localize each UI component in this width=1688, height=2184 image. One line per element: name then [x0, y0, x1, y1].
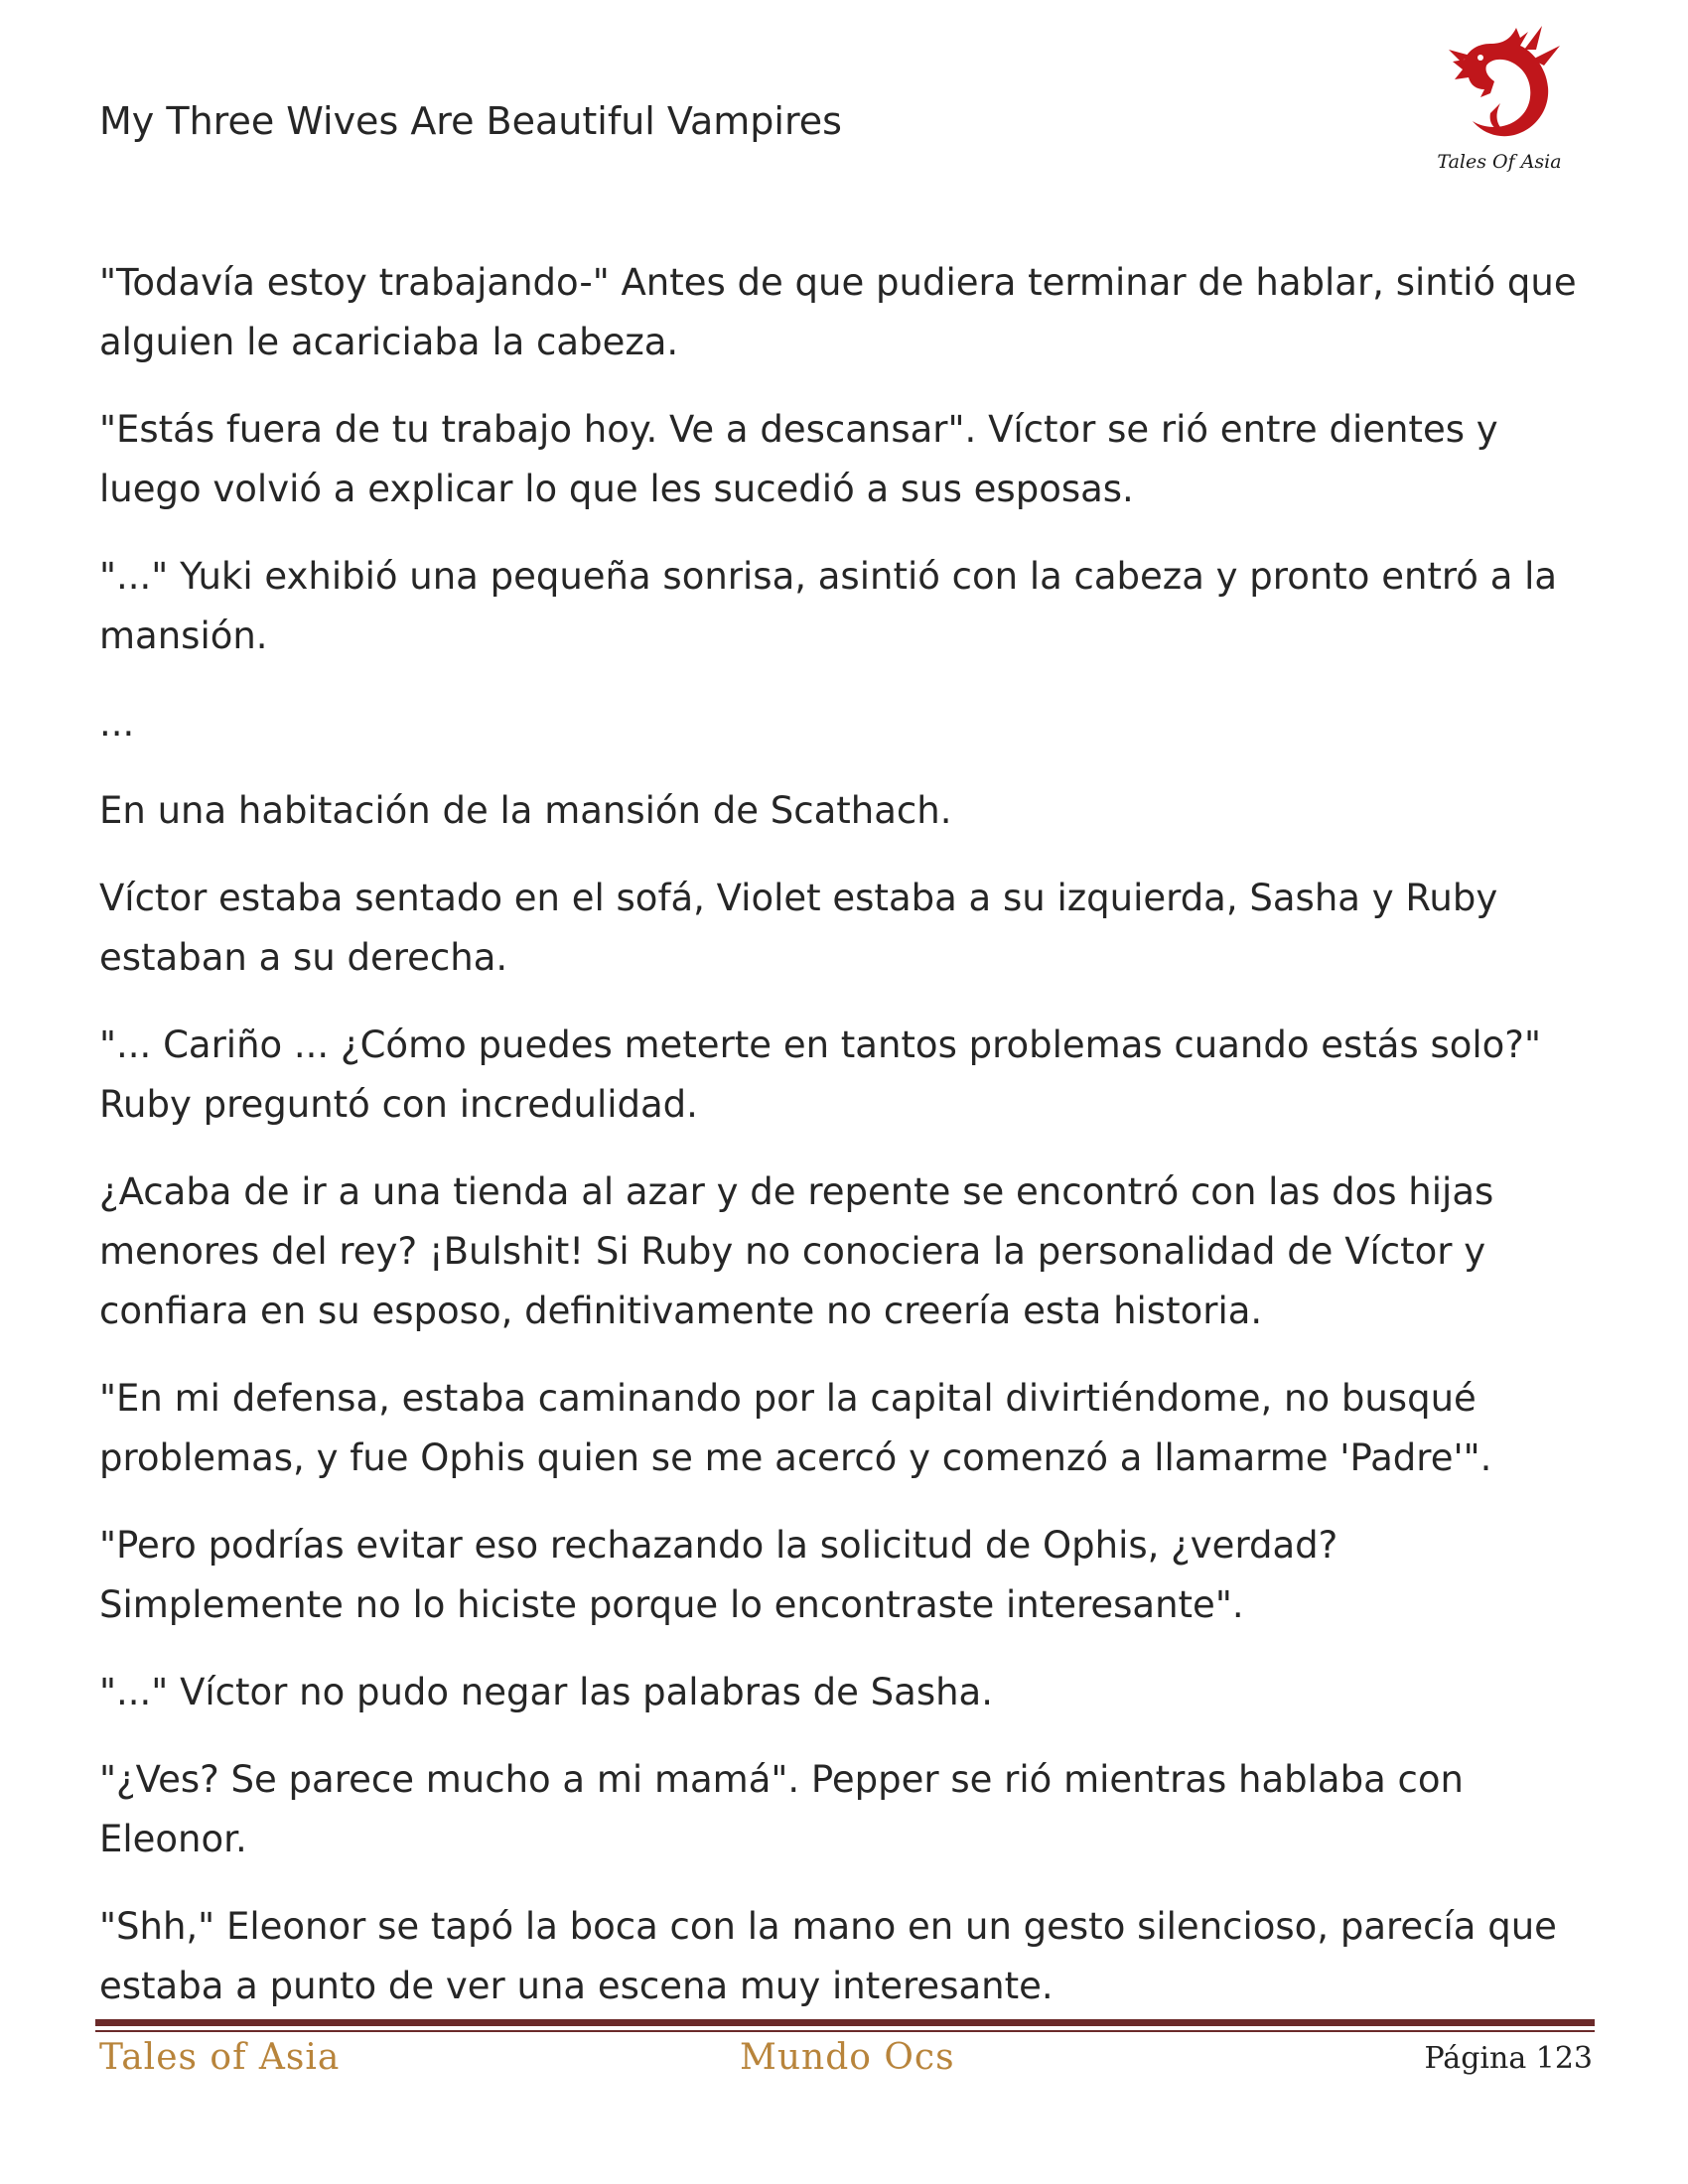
paragraph: "Todavía estoy trabajando-" Antes de que pudiera terminar de hablar, sintió que alguien le acariciaba la cabeza. [99, 261, 1577, 363]
footer-rule-thin [95, 2030, 1595, 2032]
paragraph: "¿Ves? Se parece mucho a mi mamá". Pepper se rió mientras hablaba con Eleonor. [99, 1758, 1464, 1860]
paragraph: "Estás fuera de tu trabajo hoy. Ve a descansar". Víctor se rió entre dientes y luego volvió a explicar lo que les sucedió a sus esposas. [99, 408, 1498, 510]
paragraph: "Shh," Eleonor se tapó la boca con la mano en un gesto silencioso, parecía que estaba a punto de ver una escena muy interesante. [99, 1905, 1557, 2007]
page-header-title: My Three Wives Are Beautiful Vampires [99, 99, 842, 143]
page-number: Página 123 [1424, 2041, 1593, 2076]
paragraph: ¿Acaba de ir a una tienda al azar y de repente se encontró con las dos hijas menores del rey? ¡Bulshit! Si Ruby no conociera la personalidad de Víctor y confiara en su esposo, definitivamente no creería esta historia. [99, 1170, 1494, 1332]
paragraph: "En mi defensa, estaba caminando por la capital divirtiéndome, no busqué problemas, y fue Ophis quien se me acercó y comenzó a llamarme 'Padre'". [99, 1377, 1492, 1479]
tales-of-asia-logo [1425, 20, 1574, 179]
paragraph: "... Cariño ... ¿Cómo puedes meterte en tantos problemas cuando estás solo?" Ruby preguntó con incredulidad. [99, 1024, 1541, 1126]
paragraph: "..." Víctor no pudo negar las palabras de Sasha. [99, 1671, 993, 1713]
paragraph: "Pero podrías evitar eso rechazando la solicitud de Ophis, ¿verdad? Simplemente no lo hiciste porque lo encontraste interesante". [99, 1524, 1338, 1626]
logo-text: Tales Of Asia [1437, 151, 1562, 173]
dragon-icon [1425, 20, 1574, 149]
paragraph: Víctor estaba sentado en el sofá, Violet estaba a su izquierda, Sasha y Ruby estaban a su derecha. [99, 877, 1498, 979]
footer-center-text: Mundo Ocs [740, 2037, 955, 2078]
paragraph: En una habitación de la mansión de Scathach. [99, 789, 952, 832]
paragraph: "..." Yuki exhibió una pequeña sonrisa, asintió con la cabeza y pronto entró a la mansión. [99, 555, 1558, 657]
chapter-body [99, 253, 1589, 2044]
footer-site-name: Tales of Asia [99, 2037, 341, 2078]
paragraph: ... [99, 702, 135, 745]
footer-rule-thick [95, 2019, 1595, 2026]
